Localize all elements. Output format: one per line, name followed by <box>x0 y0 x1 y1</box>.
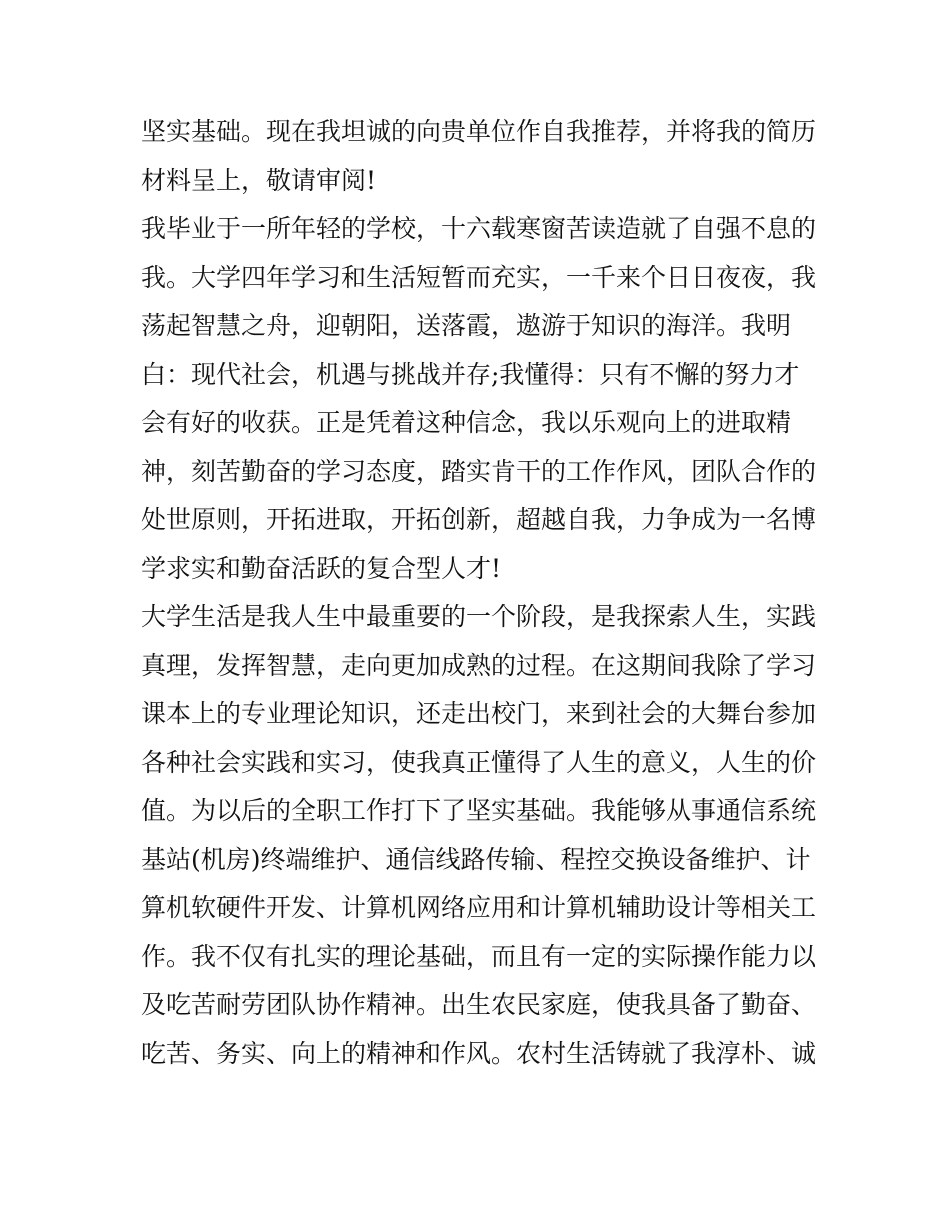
text-line: 真理，发挥智慧，走向更加成熟的过程。在这期间我除了学习 <box>141 650 817 680</box>
text-line: 我毕业于一所年轻的学校，十六载寒窗苦读造就了自强不息的 <box>141 214 817 243</box>
text-line: 白：现代社会，机遇与挑战并存;我懂得：只有不懈的努力才 <box>141 359 800 389</box>
text-line: 及吃苦耐劳团队协作精神。出生农民家庭，使我具备了勤奋、 <box>141 990 817 1019</box>
text-line: 各种社会实践和实习，使我真正懂得了人生的意义，人生的价 <box>141 747 817 777</box>
text-line: 神，刻苦勤奋的学习态度，踏实肯干的工作作风，团队合作的 <box>141 456 817 486</box>
text-line: 基站(机房)终端维护、通信线路传输、程控交换设备维护、计 <box>141 844 811 874</box>
text-line: 吃苦、务实、向上的精神和作风。农村生活铸就了我淳朴、诚 <box>141 1038 817 1068</box>
text-line: 材料呈上，敬请审阅! <box>141 165 377 195</box>
text-line: 值。为以后的全职工作打下了坚实基础。我能够从事通信系统 <box>141 796 817 825</box>
text-line: 处世原则，开拓进取，开拓创新，超越自我，力争成为一名博 <box>141 505 817 534</box>
text-line: 会有好的收获。正是凭着这种信念，我以乐观向上的进取精 <box>141 408 792 437</box>
text-line: 课本上的专业理论知识，还走出校门，来到社会的大舞台参加 <box>141 699 817 728</box>
document-body <box>141 108 821 1078</box>
text-line: 大学生活是我人生中最重要的一个阶段，是我探索人生，实践 <box>141 602 817 631</box>
text-line: 作。我不仅有扎实的理论基础，而且有一定的实际操作能力以 <box>141 941 817 971</box>
text-line: 我。大学四年学习和生活短暂而充实，一千来个日日夜夜，我 <box>141 262 817 292</box>
text-line: 荡起智慧之舟，迎朝阳，送落霞，遨游于知识的海洋。我明 <box>141 311 792 340</box>
text-line: 坚实基础。现在我坦诚的向贵单位作自我推荐，并将我的简历 <box>141 117 817 146</box>
text-line: 算机软硬件开发、计算机网络应用和计算机辅助设计等相关工 <box>141 893 817 922</box>
text-line: 学求实和勤奋活跃的复合型人才! <box>141 553 502 583</box>
